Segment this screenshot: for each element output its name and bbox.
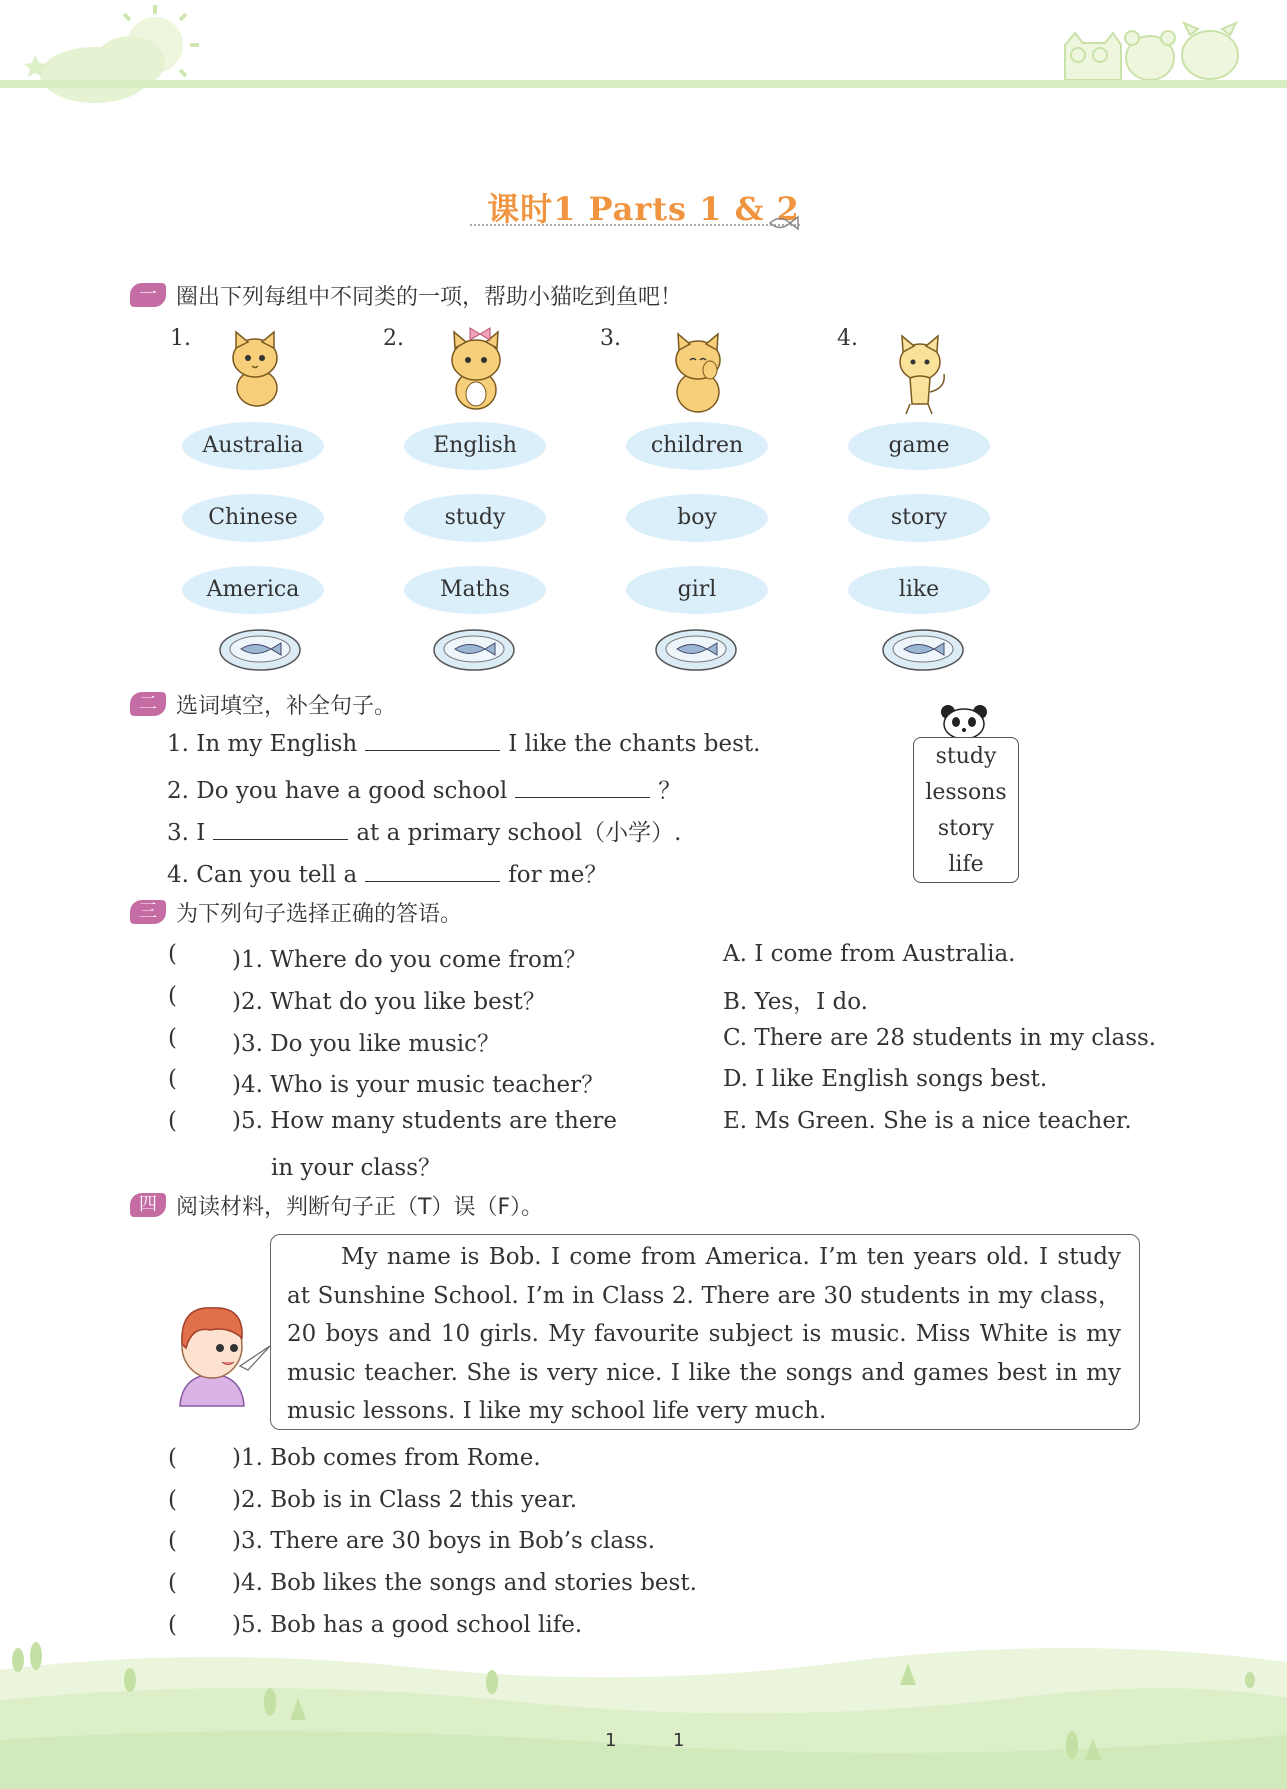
cat-1-icon <box>222 328 292 410</box>
word-bank-item: life <box>948 852 984 877</box>
cat-4-icon <box>888 334 954 418</box>
question-2: )2. What do you like best？ <box>232 989 546 1015</box>
fill-blank-3-line[interactable] <box>213 821 348 840</box>
group-2-word-2[interactable]: study <box>404 494 546 542</box>
fill-blank-1-before: 1. In my English <box>167 731 358 757</box>
animal-faces-icon <box>1065 23 1238 80</box>
word-bank-item: story <box>937 816 995 841</box>
cat-2-icon <box>438 326 514 412</box>
section-3-instruction: 为下列句子选择正确的答语。 <box>176 901 463 927</box>
statement-3: )3. There are 30 boys in Bob’s class. <box>232 1528 656 1554</box>
statement-3-paren[interactable]: ( <box>168 1528 177 1554</box>
word-bank-item: study <box>935 744 997 769</box>
sun-cloud-icon <box>24 5 199 103</box>
question-5-continued: in your class？ <box>271 1155 441 1181</box>
section-1-badge: 一 <box>130 283 166 307</box>
group-4-number: 4. <box>837 326 858 351</box>
panda-icon <box>938 702 990 740</box>
section-4-heading <box>130 1191 543 1219</box>
title-underline <box>470 224 800 226</box>
fill-blank-3-after: at a primary school（小学）. <box>356 820 682 846</box>
fill-blank-4-line[interactable] <box>365 863 500 882</box>
fill-blank-4-after: for me？ <box>508 862 608 888</box>
statement-5: )5. Bob has a good school life. <box>232 1612 583 1638</box>
group-2-word-3[interactable]: Maths <box>404 566 546 614</box>
section-2-badge: 二 <box>130 692 166 716</box>
group-1-word-2[interactable]: Chinese <box>182 494 324 542</box>
fish-plate-1-icon <box>219 628 301 672</box>
fill-blank-4-before: 4. Can you tell a <box>167 862 358 888</box>
section-1-heading <box>130 281 682 309</box>
question-4-paren[interactable]: ( <box>168 1066 177 1092</box>
fill-blank-3-before: 3. I <box>167 820 206 846</box>
fish-plate-2-icon <box>433 628 515 672</box>
answer-b: B. Yes，I do. <box>723 989 868 1015</box>
header-rule <box>0 80 1287 88</box>
page-title: 课时1 Parts 1 & 2 <box>487 190 800 228</box>
fill-blank-2-after: ？ <box>658 778 682 804</box>
answer-a: A. I come from Australia. <box>723 941 1016 967</box>
statement-5-paren[interactable]: ( <box>168 1612 177 1638</box>
group-4-word-2[interactable]: story <box>848 494 990 542</box>
question-4: )4. Who is your music teacher？ <box>232 1072 605 1098</box>
section-1-instruction: 圈出下列每组中不同类的一项，帮助小猫吃到鱼吧！ <box>176 284 683 310</box>
group-3-word-2[interactable]: boy <box>626 494 768 542</box>
answer-c: C. There are 28 students in my class. <box>723 1025 1157 1051</box>
fill-blank-3 <box>167 814 681 847</box>
question-1-paren[interactable]: ( <box>168 941 177 967</box>
group-3-number: 3. <box>600 326 621 351</box>
group-4-word-3[interactable]: like <box>848 566 990 614</box>
section-2-heading <box>130 690 396 718</box>
fish-doodle-icon <box>768 212 800 234</box>
statement-2-paren[interactable]: ( <box>168 1487 177 1513</box>
section-4-instruction: 阅读材料，判断句子正（T）误（F）。 <box>176 1194 544 1220</box>
cat-3-icon <box>662 330 732 416</box>
statement-4: )4. Bob likes the songs and stories best. <box>232 1570 697 1596</box>
group-3-word-3[interactable]: girl <box>626 566 768 614</box>
header-decoration <box>0 0 1287 120</box>
question-5-paren[interactable]: ( <box>168 1108 177 1134</box>
fill-blank-4 <box>167 856 607 889</box>
fill-blank-1 <box>167 731 760 757</box>
question-5: )5. How many students are there <box>232 1108 618 1134</box>
group-2-word-1[interactable]: English <box>404 422 546 470</box>
answer-d: D. I like English songs best. <box>723 1066 1048 1092</box>
question-3-paren[interactable]: ( <box>168 1025 177 1051</box>
statement-1: )1. Bob comes from Rome. <box>232 1445 541 1471</box>
section-4-badge: 四 <box>130 1193 166 1217</box>
page-number-left: 1 <box>605 1730 617 1751</box>
group-1-word-3[interactable]: America <box>182 566 324 614</box>
fill-blank-1-line[interactable] <box>365 732 500 751</box>
reading-passage <box>287 1238 1121 1431</box>
boy-avatar-icon <box>162 1296 272 1418</box>
fill-blank-2-before: 2. Do you have a good school <box>167 778 508 804</box>
statement-1-paren[interactable]: ( <box>168 1445 177 1471</box>
page-number-right: 1 <box>673 1730 685 1751</box>
fish-plate-3-icon <box>655 628 737 672</box>
fill-blank-2-line[interactable] <box>515 779 650 798</box>
fill-blank-2 <box>167 772 681 805</box>
group-3-word-1[interactable]: children <box>626 422 768 470</box>
word-bank-item: lessons <box>925 780 1007 805</box>
answer-e: E. Ms Green. She is a nice teacher. <box>723 1108 1132 1134</box>
group-1-number: 1. <box>170 326 191 351</box>
section-3-badge: 三 <box>130 900 166 924</box>
group-1-word-1[interactable]: Australia <box>182 422 324 470</box>
section-2-instruction: 选词填空，补全句子。 <box>176 693 397 719</box>
fill-blank-1-after: I like the chants best. <box>508 731 761 757</box>
question-2-paren[interactable]: ( <box>168 983 177 1009</box>
word-bank <box>913 737 1019 883</box>
question-3: )3. Do you like music？ <box>232 1031 501 1057</box>
statement-4-paren[interactable]: ( <box>168 1570 177 1596</box>
reading-passage-text: My name is Bob. I come from America. I’m ten years old. I study at Sunshine School. I’m in Class 2. There are 30 students in my class，20 boys and 10 girls. My favourite subject is music. Miss White is my music teacher. She is very nice. I like the songs and games best in my music lessons. I like my school life very much. <box>287 1244 1121 1424</box>
section-3-heading <box>130 898 462 926</box>
footer-hills-decoration <box>0 1640 1287 1789</box>
fish-plate-4-icon <box>882 628 964 672</box>
question-1: )1. Where do you come from？ <box>232 947 587 973</box>
group-2-number: 2. <box>383 326 404 351</box>
group-4-word-1[interactable]: game <box>848 422 990 470</box>
statement-2: )2. Bob is in Class 2 this year. <box>232 1487 578 1513</box>
